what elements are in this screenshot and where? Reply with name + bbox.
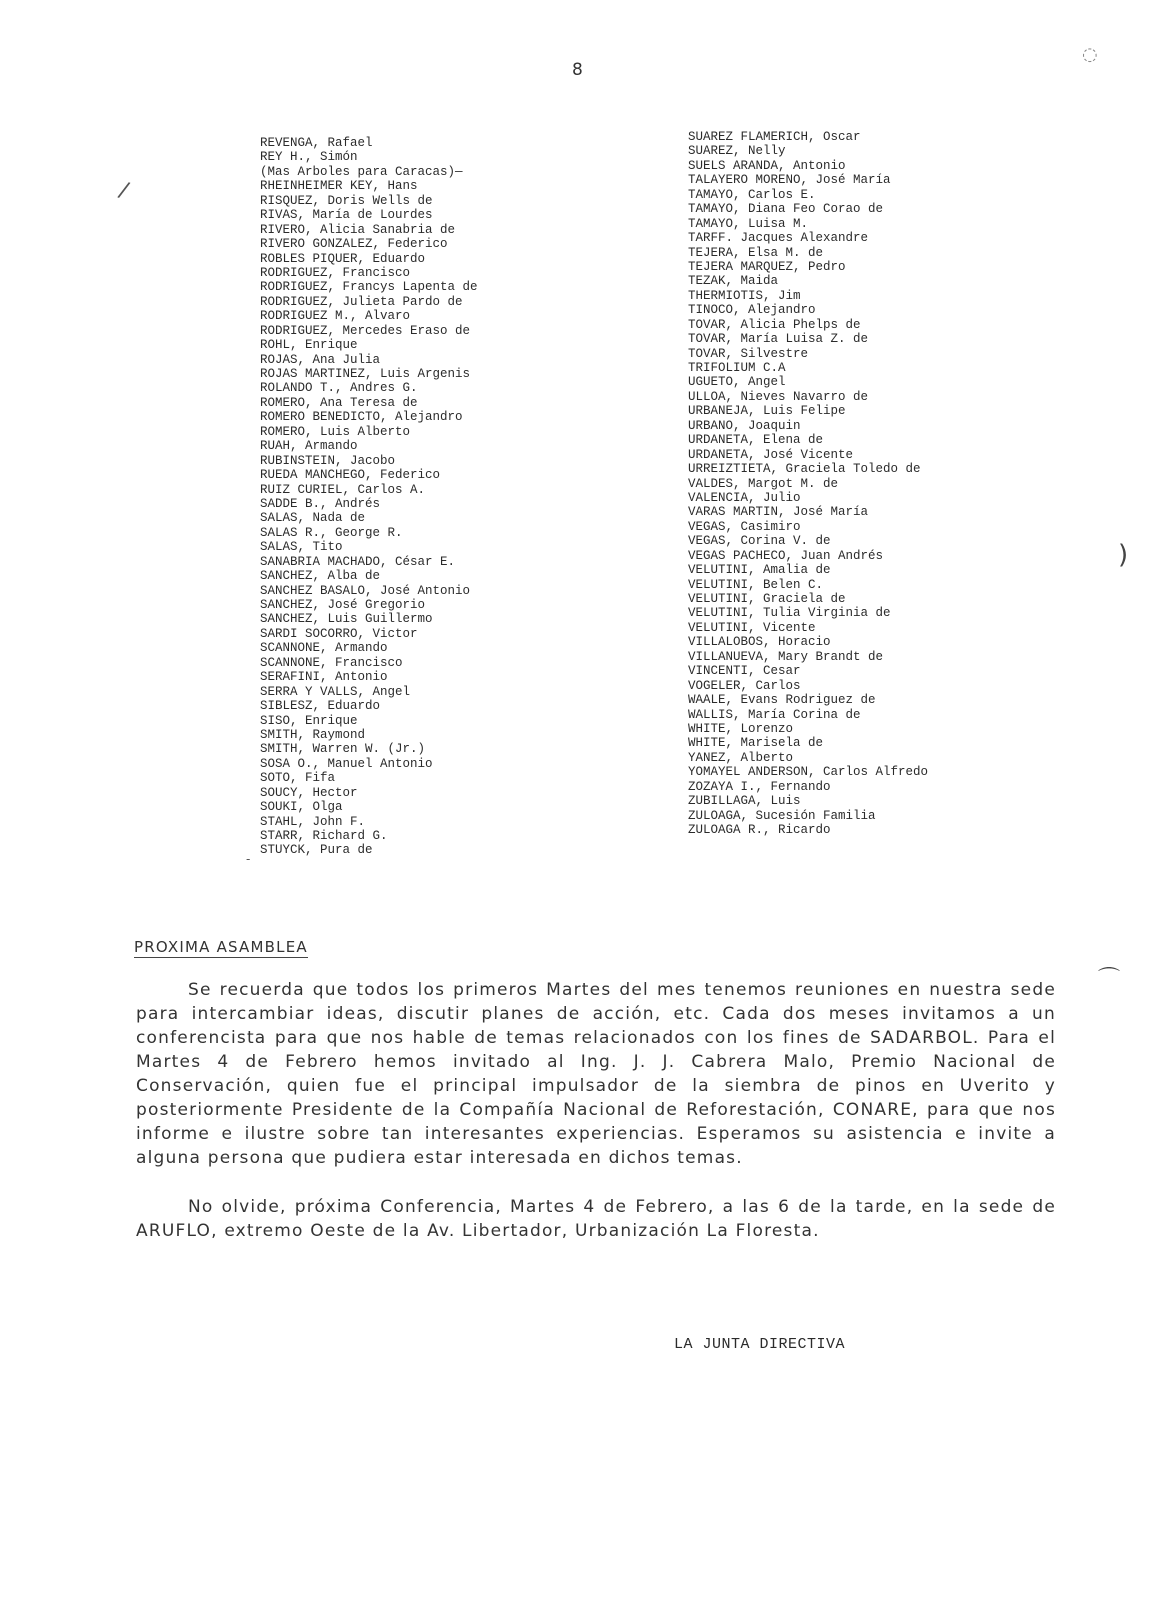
member-name: VELUTINI, Amalia de [688,563,831,578]
member-name: VARAS MARTIN, José María [688,505,869,520]
member-name: SMITH, Warren W. (Jr.) [260,742,426,757]
member-name: SMITH, Raymond [260,727,366,742]
member-name: ROBLES PIQUER, Eduardo [260,251,426,266]
member-name: SANCHEZ, José Gregorio [260,598,426,612]
member-name: SUAREZ, Nelly [688,144,786,159]
member-name: SARDI SOCORRO, Victor [260,626,418,641]
member-name: URBANEJA, Luis Felipe [688,404,846,419]
member-name: RODRIGUEZ, Francys Lapenta de [260,280,478,295]
member-name: VELUTINI, Belen C. [688,577,824,592]
member-name: VEGAS, Corina V. de [688,534,831,549]
member-name: WHITE, Lorenzo [688,721,794,736]
member-name: RUIZ CURIEL, Carlos A. [260,482,426,497]
page-number: 8 [572,60,583,80]
member-name: ULLOA, Nieves Navarro de [688,389,869,404]
member-name: SOUKI, Olga [260,800,343,815]
member-name: TALAYERO MORENO, José María [688,173,891,188]
member-name: (Mas Arboles para Caracas)— [260,164,463,179]
member-name: UGUETO, Angel [688,375,786,390]
member-name: RISQUEZ, Doris Wells de [260,193,433,208]
member-name: SANCHEZ, Alba de [260,569,381,584]
member-name: YOMAYEL ANDERSON, Carlos Alfredo [688,765,929,780]
member-name: ROMERO, Ana Teresa de [260,395,418,410]
member-name: TOVAR, Silvestre [688,346,809,361]
member-name: VEGAS PACHECO, Juan Andrés [688,548,884,563]
member-name: VINCENTI, Cesar [688,664,801,679]
member-name: SALAS, Nada de [260,511,366,526]
member-name: RODRIGUEZ, Julieta Pardo de [260,294,463,309]
member-name: TAMAYO, Diana Feo Corao de [688,202,884,217]
member-name: RIVERO GONZALEZ, Federico [260,237,448,252]
member-name: TAMAYO, Luisa M. [688,216,809,231]
punch-mark-decoration: ◌ [1082,44,1098,65]
member-name: RUEDA MANCHEGO, Federico [260,468,441,483]
member-name: RODRIGUEZ M., Alvaro [260,309,411,324]
member-name: TOVAR, Alicia Phelps de [688,317,861,332]
member-name: RODRIGUEZ, Francisco [260,265,411,280]
staple-mark-decoration: ) [1118,540,1129,570]
member-name: TAMAYO, Carlos E. [688,187,816,202]
section-title: PROXIMA ASAMBLEA [134,938,308,956]
member-name: SCANNONE, Armando [260,641,388,656]
member-name: VELUTINI, Tulia Virginia de [688,606,891,621]
announcement-paragraph: Se recuerda que todos los primeros Martes del mes tenemos reuniones en nuestra sede para intercambiar ideas, discutir planes de acción, etc. Cada dos meses invitamos a un conferencista para que nos hable de temas relacionados con los fines de SADARBOL. Para el Martes 4 de Febrero hemos invitado al Ing. J. J. Cabrera Malo, Premio Nacional de Conservación, quien fue el principal impulsador de la siembra de pinos en Uverito y posteriormente Presidente de la Compañía Nacional de Reforestación, CONARE, para que nos informe e ilustre sobre tan interesantes experiencias. Esperamos su asistencia e invite a alguna persona que pudiera estar interesada en dichos temas. [136,980,1056,1168]
member-name: SIBLESZ, Eduardo [260,699,381,714]
member-name: VEGAS, Casimiro [688,519,801,534]
member-name: VELUTINI, Graciela de [688,592,846,606]
member-name: SALAS R., George R. [260,525,403,540]
member-name: SANABRIA MACHADO, César E. [260,554,456,569]
member-name: WAALE, Evans Rodriguez de [688,693,876,708]
member-name: TINOCO, Alejandro [688,303,816,318]
member-name: THERMIOTIS, Jim [688,288,801,303]
member-name: TEJERA MARQUEZ, Pedro [688,259,846,274]
member-name: ROLANDO T., Andres G. [260,381,418,396]
member-name: STUYCK, Pura de [260,843,373,858]
member-name: RUAH, Armando [260,439,358,454]
member-list-right [688,130,928,837]
member-name: TEZAK, Maida [688,274,779,289]
member-name: TARFF. Jacques Alexandre [688,231,869,246]
member-name: REY H., Simón [260,150,358,165]
member-name: REVENGA, Rafael [260,136,373,150]
member-list-left [260,136,478,858]
member-name: TOVAR, María Luisa Z. de [688,332,869,347]
member-name: STAHL, John F. [260,814,366,829]
member-name: SALAS, Tito [260,540,343,555]
member-name: YANEZ, Alberto [688,750,794,765]
member-name: SANCHEZ BASALO, José Antonio [260,583,471,598]
member-name: TEJERA, Elsa M. de [688,245,824,260]
member-name: RUBINSTEIN, Jacobo [260,453,396,468]
member-name: VOGELER, Carlos [688,678,801,693]
member-name: VALENCIA, Julio [688,490,801,505]
member-name: SOTO, Fifa [260,771,336,786]
member-name: ZUBILLAGA, Luis [688,794,801,809]
member-name: WHITE, Marisela de [688,736,824,751]
member-name: URREIZTIETA, Graciela Toledo de [688,462,921,477]
member-name: URDANETA, José Vicente [688,447,854,462]
member-name: SOSA O., Manuel Antonio [260,756,433,771]
member-name: ROMERO BENEDICTO, Alejandro [260,410,463,425]
member-name: VILLANUEVA, Mary Brandt de [688,649,884,664]
member-name: VILLALOBOS, Horacio [688,635,831,650]
member-name: SUAREZ FLAMERICH, Oscar [688,130,861,144]
member-name: ZULOAGA R., Ricardo [688,823,831,837]
staple-mark-decoration: ⌒ [1098,967,1121,992]
member-name: VALDES, Margot M. de [688,476,839,491]
member-name: VELUTINI, Vicente [688,620,816,635]
member-name: SANCHEZ, Luis Guillermo [260,612,433,627]
member-name: RHEINHEIMER KEY, Hans [260,179,418,194]
reminder-paragraph: No olvide, próxima Conferencia, Martes 4 de Febrero, a las 6 de la tarde, en la sede de ARUFLO, extremo Oeste de la Av. Libertador, Urbanización La Floresta. [136,1197,1056,1241]
member-name: RIVERO, Alicia Sanabria de [260,222,456,237]
member-name: WALLIS, María Corina de [688,707,861,722]
member-name: ROHL, Enrique [260,338,358,353]
member-name: ZULOAGA, Sucesión Familia [688,808,876,823]
member-name: URDANETA, Elena de [688,433,824,448]
member-name: RIVAS, María de Lourdes [260,208,433,223]
member-name: ROJAS, Ana Julia [260,352,381,367]
member-name: SERRA Y VALLS, Angel [260,684,411,699]
member-name: SADDE B., Andrés [260,496,381,511]
member-name: SUELS ARANDA, Antonio [688,158,846,173]
member-name: ROMERO, Luis Alberto [260,424,411,439]
member-name: STARR, Richard G. [260,829,388,843]
member-name: RODRIGUEZ, Mercedes Eraso de [260,323,471,338]
member-name: SISO, Enrique [260,713,358,728]
signature: LA JUNTA DIRECTIVA [674,1336,846,1353]
member-name: SOUCY, Hector [260,785,358,800]
member-name: SERAFINI, Antonio [260,670,388,685]
member-name: ROJAS MARTINEZ, Luis Argenis [260,367,471,381]
pen-mark-decoration: / [115,177,132,204]
member-name: SCANNONE, Francisco [260,655,403,670]
pen-mark-decoration: - [246,852,251,866]
member-name: ZOZAYA I., Fernando [688,779,831,794]
member-name: TRIFOLIUM C.A [688,361,786,375]
member-name: URBANO, Joaquin [688,418,801,433]
